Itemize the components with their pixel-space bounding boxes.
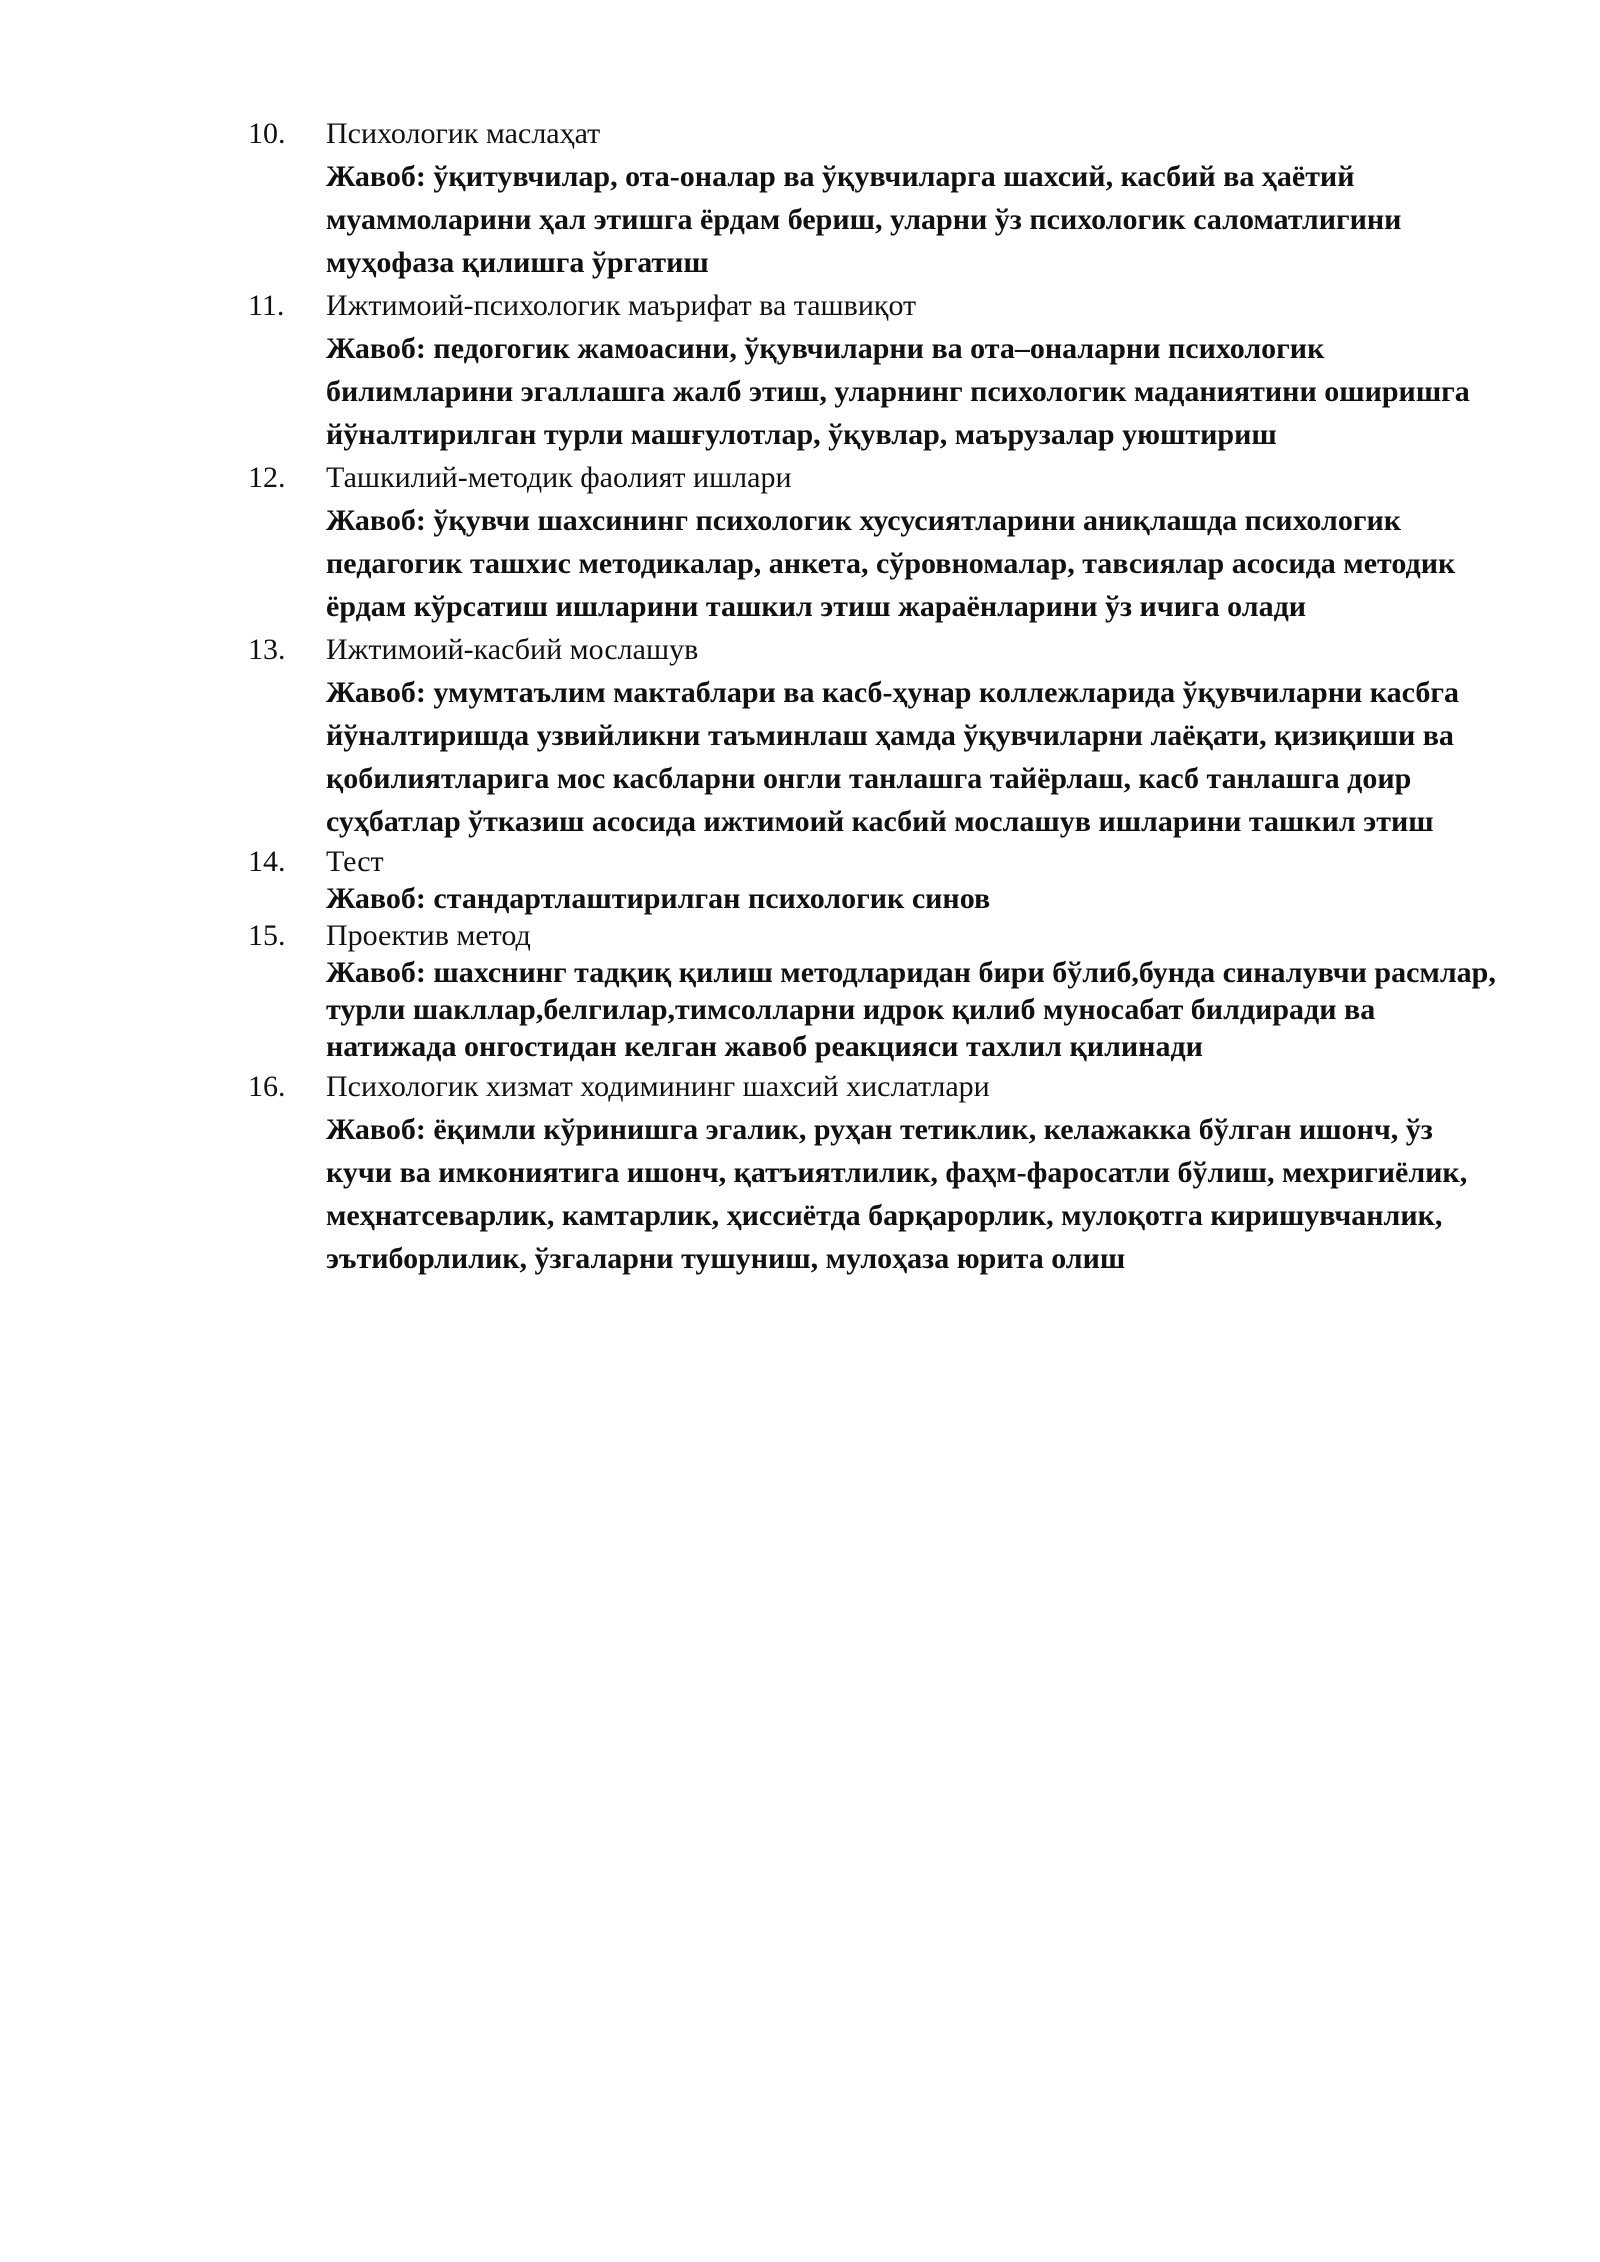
qa-item-12	[248, 456, 1503, 628]
qa-item-16	[248, 1065, 1503, 1280]
qa-item-13	[248, 628, 1503, 843]
question-text: Ижтимоий-касбий мослашув	[326, 633, 699, 666]
item-number: 14.	[248, 845, 286, 878]
qa-item-11	[248, 284, 1503, 456]
qa-item-14	[248, 843, 1503, 917]
answer-text: Жавоб: педогогик жамоасини, ўқувчиларни ва ота–оналарни психологик билимларини эгаллашга жалб этиш, уларнинг психологик маданиятини оширишга йўналтирилган турли машғулотлар, ўқувлар, маърузалар уюштириш	[326, 332, 1470, 451]
item-number: 15.	[248, 919, 286, 952]
answer-text: Жавоб: стандартлаштирилган психологик синов	[326, 882, 991, 915]
item-number: 13.	[248, 633, 286, 666]
question-text: Ижтимоий-психологик маърифат ва ташвиқот	[326, 289, 917, 322]
answer-text: Жавоб: умумтаълим мактаблари ва касб-ҳунар коллежларида ўқувчиларни касбга йўналтиришда узвийликни таъминлаш ҳамда ўқувчиларни лаёқати, қизиқиши ва қобилиятларига мос касбларни онгли танлашга тайёрлаш, касб танлашга доир суҳбатлар ўтказиш асосида ижтимоий касбий мослашув ишларини ташкил этиш	[326, 676, 1459, 838]
item-number: 10.	[248, 117, 286, 150]
answer-text: Жавоб: ўқувчи шахсининг психологик хусусиятларини аниқлашда психологик педагогик ташхис методикалар, анкета, сўровномалар, тавсиялар асосида методик ёрдам кўрсатиш ишларини ташкил этиш жараёнларини ўз ичига олади	[326, 504, 1456, 623]
qa-item-15	[248, 917, 1503, 1065]
item-number: 16.	[248, 1070, 286, 1103]
question-text: Тест	[326, 845, 384, 878]
item-number: 12.	[248, 461, 286, 494]
answer-text: Жавоб: шахснинг тадқиқ қилиш методларидан бири бўлиб,бунда синалувчи расмлар, турли шакллар,белгилар,тимсолларни идрок қилиб муносабат билдиради ва натижада онгостидан келган жавоб реакцияси тахлил қилинади	[326, 956, 1496, 1063]
answer-text: Жавоб: ўқитувчилар, ота-оналар ва ўқувчиларга шахсий, касбий ва ҳаётий муаммоларини ҳал этишга ёрдам бериш, уларни ўз психологик саломатлигини муҳофаза қилишга ўргатиш	[326, 160, 1402, 279]
answer-text: Жавоб: ёқимли кўринишга эгалик, руҳан тетиклик, келажакка бўлган ишонч, ўз кучи ва имкониятига ишонч, қатъиятлилик, фаҳм-фаросатли бўлиш, мехригиёлик, меҳнатсеварлик, камтарлик, ҳиссиётда барқарорлик, мулоқотга киришувчанлик, эътиборлилик, ўзгаларни тушуниш, мулоҳаза юрита олиш	[326, 1113, 1468, 1275]
qa-item-10	[248, 112, 1503, 284]
question-text: Психологик маслаҳат	[326, 117, 601, 150]
question-text: Ташкилий-методик фаолият ишлари	[326, 461, 792, 494]
item-number: 11.	[248, 289, 285, 322]
question-text: Психологик хизмат ходимининг шахсий хислатлари	[326, 1070, 990, 1103]
qa-list	[248, 112, 1503, 1280]
question-text: Проектив метод	[326, 919, 531, 952]
